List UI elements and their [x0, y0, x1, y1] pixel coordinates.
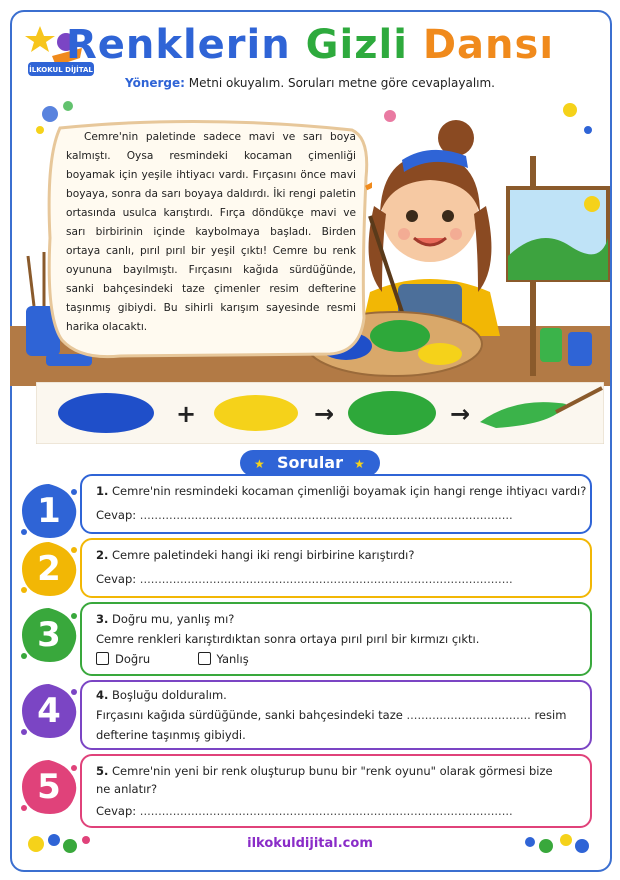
question-4-prefix: 4.: [96, 688, 109, 702]
arrow-1: →: [313, 400, 335, 428]
questions-header: Sorular: [277, 453, 343, 472]
question-5-answer-label: Cevap:: [96, 804, 137, 818]
question-3-box: [80, 602, 592, 676]
question-5-text-line2: ne anlatır?: [96, 782, 158, 796]
question-4-blank[interactable]: ..................................: [406, 708, 531, 722]
arrow-2: →: [449, 400, 471, 428]
question-2-answer-line[interactable]: ......................................................................................................: [139, 572, 513, 586]
question-2-number: 2: [37, 549, 61, 589]
question-1-answer-label: Cevap:: [96, 508, 137, 522]
question-5-number: 5: [37, 767, 61, 807]
question-3-number: 3: [37, 615, 61, 655]
false-checkbox[interactable]: [198, 652, 211, 665]
question-1-number: 1: [37, 491, 61, 531]
title-part-2: Gizli: [305, 22, 408, 68]
star-icon-left: ★: [254, 457, 265, 471]
question-1-prefix: 1.: [96, 484, 109, 498]
instruction-text: Metni okuyalım. Soruları metne göre cevaplayalım.: [188, 76, 495, 90]
question-5-prefix: 5.: [96, 764, 109, 778]
true-checkbox[interactable]: [96, 652, 109, 665]
story-text: Cemre'nin paletinde sadece mavi ve sarı boya kalmıştı. Oysa resmindeki kocaman çimenliği boyamak için yeşile ihtiyacı vardı. Fırçasını önce mavi boyaya, sonra da sarı boyaya daldırdı. İki rengi paletin ortasında usulca karıştırdı. Fırça döndükçe mavi ve sarı birbirinin içinde kaybolmaya başladı. Birden ortaya canlı, pırıl pırıl bir yeşil çıktı! Cemre bu renk oyununa bayılmıştı. Fırçasını kağıda sürdüğünde, sanki bahçesindeki taze çimenler resim defterine taşınmış gibiydi. Bu sihirli karışım sayesinde resmi harika olacaktı.: [66, 131, 356, 333]
question-2-answer-label: Cevap:: [96, 572, 137, 586]
star-icon-right: ★: [354, 457, 365, 471]
question-3-text: Doğru mu, yanlış mı?: [112, 612, 235, 626]
instruction: [0, 76, 620, 90]
question-2-box: [80, 538, 592, 598]
page-title: [0, 22, 620, 68]
question-1-answer-line[interactable]: ......................................................................................................: [139, 508, 513, 522]
question-5-box: [80, 754, 592, 828]
false-option-label: Yanlış: [216, 652, 249, 666]
footer-site-link[interactable]: ilkokuldijital.com: [247, 836, 373, 851]
question-1-text: Cemre'nin resmindeki kocaman çimenliği boyamak için hangi renge ihtiyacı vardı?: [112, 484, 587, 498]
question-4-sentence-start: Fırçasını kağıda sürdüğünde, sanki bahçesindeki taze: [96, 708, 403, 722]
blue-swatch: [58, 393, 154, 433]
true-option-label: Doğru: [115, 652, 151, 666]
question-2-text: Cemre paletindeki hangi iki rengi birbirine karıştırdı?: [112, 548, 415, 562]
question-2-prefix: 2.: [96, 548, 109, 562]
question-4-text: Boşluğu dolduralım.: [112, 688, 227, 702]
instruction-label: Yönerge:: [124, 76, 185, 90]
question-1-box: [80, 474, 592, 534]
title-part-1: Renklerin: [65, 22, 291, 68]
question-4-sentence-end: resim: [534, 708, 567, 722]
title-part-3: Dansı: [422, 22, 555, 68]
question-3-prefix: 3.: [96, 612, 109, 626]
green-swatch: [348, 391, 436, 435]
question-5-text: Cemre'nin yeni bir renk oluşturup bunu bir "renk oyunu" olarak görmesi bize: [112, 764, 553, 778]
question-5-answer-line[interactable]: ......................................................................................................: [139, 804, 513, 818]
question-3-statement: Cemre renkleri karıştırdıktan sonra ortaya pırıl pırıl bir kırmızı çıktı.: [96, 632, 480, 646]
question-4-box: [80, 680, 592, 750]
yellow-swatch: [214, 395, 298, 431]
question-4-number: 4: [37, 691, 61, 731]
color-mixing-strip: [36, 382, 604, 444]
logo-text: İLKOKUL DİJİTAL: [29, 66, 93, 74]
question-4-sentence-line2: defterine taşınmış gibiydi.: [96, 728, 246, 742]
plus-sign: +: [175, 400, 197, 428]
